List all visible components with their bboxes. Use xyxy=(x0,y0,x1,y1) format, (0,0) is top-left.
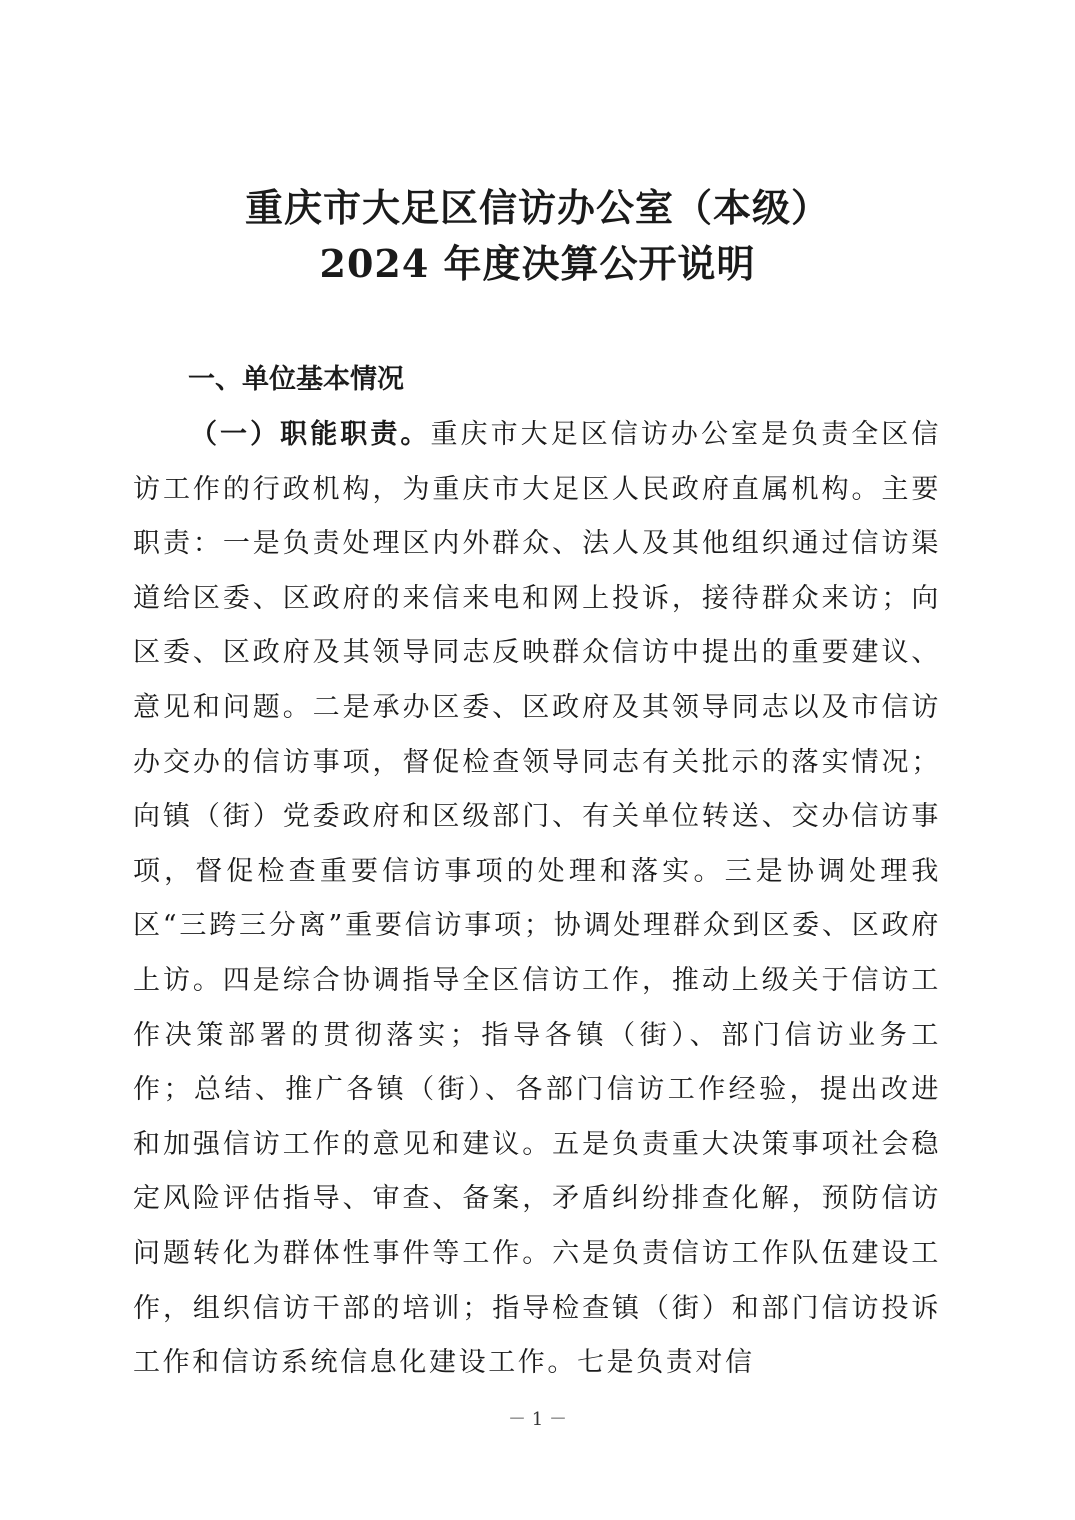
document-title-line2: 2024 年度决算公开说明 xyxy=(319,241,756,286)
section-heading-basic-info: 一、单位基本情况 xyxy=(188,364,404,395)
page-number: － 1 － xyxy=(508,1409,567,1430)
document-title-line1: 重庆市大足区信访办公室（本级） xyxy=(244,185,830,230)
paragraph-duties xyxy=(133,408,941,1379)
subsection-heading-duties: （一）职能职责。 xyxy=(190,419,431,450)
paragraph-duties-text: 重庆市大足区信访办公室是负责全区信访工作的行政机构，为重庆市大足区人民政府直属机构。主要职责：一是负责处理区内外群众、法人及其他组织通过信访渠道给区委、区政府的来信来电和网上投诉，接待群众来访；向区委、区政府及其领导同志反映群众信访中提出的重要建议、意见和问题。二是承办区委、区政府及其领导同志以及市信访办交办的信访事项，督促检查领导同志有关批示的落实情况；向镇（街）党委政府和区级部门、有关单位转送、交办信访事项，督促检查重要信访事项的处理和落实。三是协调处理我区“三跨三分离”重要信访事项；协调处理群众到区委、区政府上访。四是综合协调指导全区信访工作，推动上级关于信访工作决策部署的贯彻落实；指导各镇（街）、部门信访业务工作；总结、推广各镇（街）、各部门信访工作经验，提出改进和加强信访工作的意见和建议。五是负责重大决策事项社会稳定风险评估指导、审查、备案，矛盾纠纷排查化解，预防信访问题转化为群体性事件等工作。六是负责信访工作队伍建设工作，组织信访干部的培训；指导检查镇（街）和部门信访投诉工作和信访系统信息化建设工作。七是负责对信 xyxy=(133,419,941,1379)
